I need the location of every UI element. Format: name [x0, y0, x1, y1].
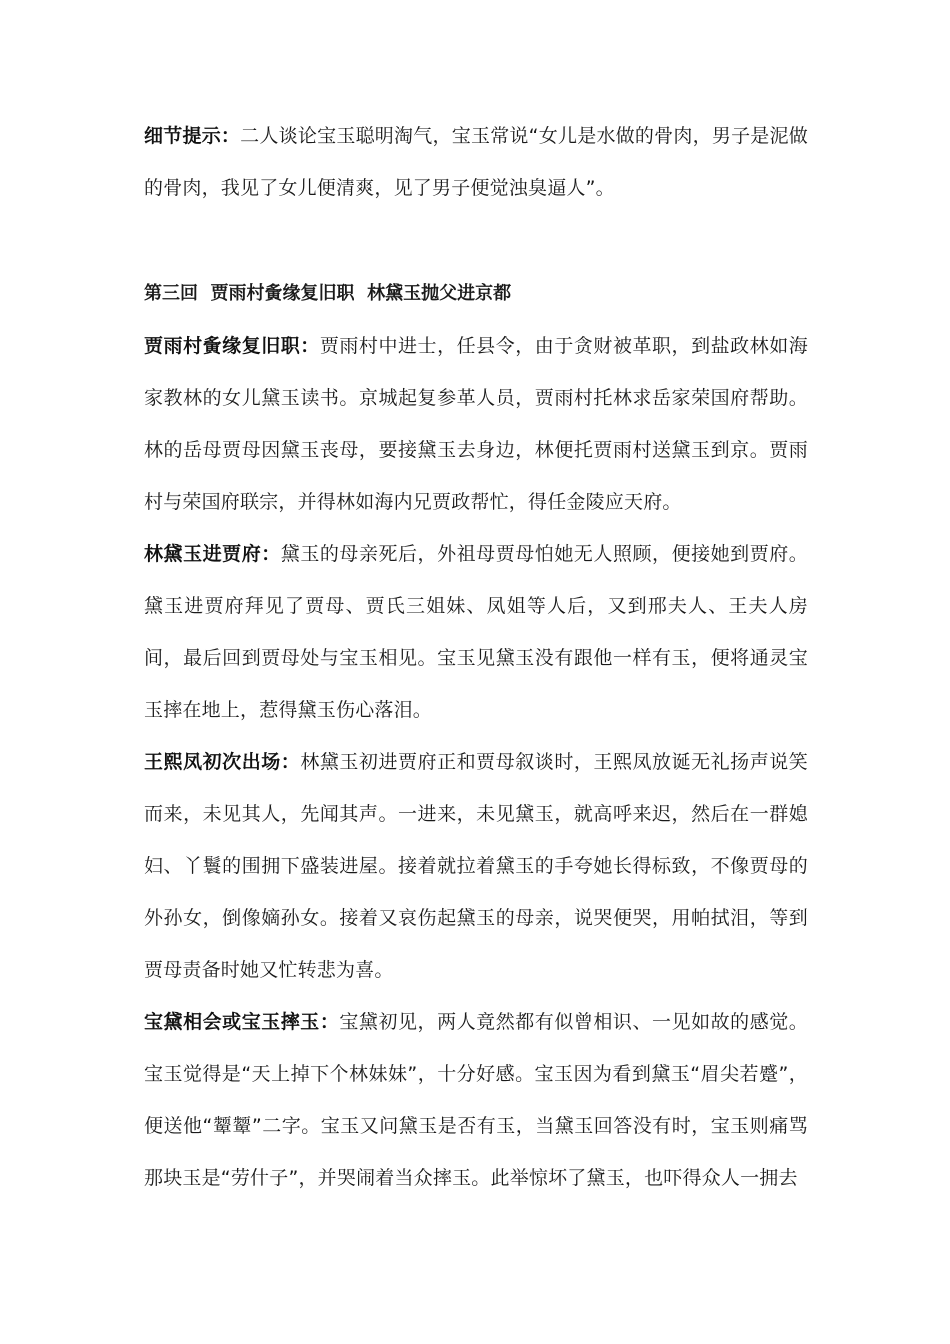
- paragraph-bao-dai: [144, 996, 808, 1204]
- paragraph-text: 林黛玉初进贾府正和贾母叙谈时，王熙凤放诞无礼扬声说笑而来，未见其人，先闻其声。一进来，未见黛玉，就高呼来迟，然后在一群媳妇、丫鬟的围拥下盛装进屋。接着就拉着黛玉的手夸她长得标致，不像贾母的外孙女，倒像嫡孙女。接着又哀伤起黛玉的母亲，说哭便哭，用帕拭泪，等到贾母责备时她又忙转悲为喜。: [144, 751, 808, 981]
- paragraph-text: 黛玉的母亲死后，外祖母贾母怕她无人照顾，便接她到贾府。黛玉进贾府拜见了贾母、贾氏三姐妹、凤姐等人后，又到邢夫人、王夫人房间，最后回到贾母处与宝玉相见。宝玉见黛玉没有跟他一样有玉，便将通灵宝玉摔在地上，惹得黛玉伤心落泪。: [144, 543, 808, 721]
- paragraph-lead: 王熙凤初次出场：: [144, 751, 301, 773]
- paragraph-jia-yucun: [144, 320, 808, 528]
- paragraph-lead: 宝黛相会或宝玉摔玉：: [144, 1011, 340, 1033]
- paragraph-lead: 细节提示：: [144, 125, 241, 147]
- paragraph-text: 贾雨村中进士，任县令，由于贪财被革职，到盐政林如海家教林的女儿黛玉读书。京城起复参革人员，贾雨村托林求岳家荣国府帮助。林的岳母贾母因黛玉丧母，要接黛玉去身边，林便托贾雨村送黛玉到京。贾雨村与荣国府联宗，并得林如海内兄贾政帮忙，得任金陵应天府。: [144, 335, 808, 513]
- paragraph-lead: 贾雨村夤缘复旧职：: [144, 335, 320, 357]
- paragraph-text: 宝黛初见，两人竟然都有似曾相识、一见如故的感觉。宝玉觉得是“天上掉下个林妹妹”，十分好感。宝玉因为看到黛玉“眉尖若蹙”，便送他“颦颦”二字。宝玉又问黛玉是否有玉，当黛玉回答没有时，宝玉则痛骂那块玉是“劳什子”，并哭闹着当众摔玉。此举惊坏了黛玉，也吓得众人一拥去: [144, 1011, 808, 1189]
- paragraph-lead: 林黛玉进贾府：: [144, 543, 281, 565]
- paragraph-wang-xifeng: [144, 736, 808, 996]
- paragraph-text: 二人谈论宝玉聪明淘气，宝玉常说“女儿是水做的骨肉，男子是泥做的骨肉，我见了女儿便清爽，见了男子便觉浊臭逼人”。: [144, 125, 808, 199]
- paragraph-lin-daiyu: [144, 528, 808, 736]
- paragraph-detail-hint: [144, 110, 808, 214]
- chapter-heading: 第三回 贾雨村夤缘复旧职 林黛玉抛父进京都: [144, 283, 512, 304]
